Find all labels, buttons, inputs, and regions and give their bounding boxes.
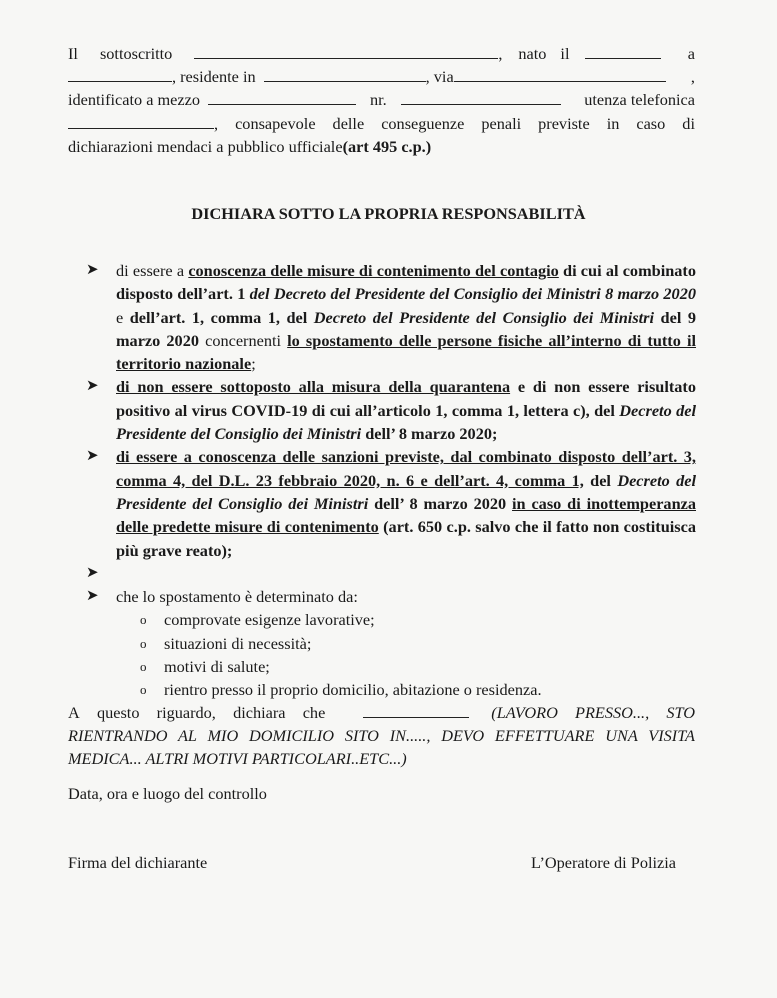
text: PRESSO..., (575, 703, 650, 722)
page-title: DICHIARA SOTTO LA PROPRIA RESPONSABILITÀ (191, 204, 586, 223)
text: di cui al combinato disposto dell’art. 1 (116, 261, 696, 304)
text: identificato a mezzo (68, 90, 200, 110)
list-item (86, 585, 696, 608)
text: e di non essere risultato positivo al virus COVID-19 di cui all’articolo 1, comma 1, lettera c), del (116, 377, 696, 420)
intro-line-5 (68, 135, 695, 158)
legal-reference: (art 495 c.p.) (342, 136, 432, 156)
text: di non essere sottoposto alla misura della quarantena (116, 377, 511, 397)
intro-line-4 (68, 112, 695, 135)
text: , via (425, 67, 454, 87)
text: Decreto del Presidente del Consiglio dei Ministri (116, 400, 696, 444)
reason-label: motivi di salute; (164, 657, 270, 677)
reason-item (86, 632, 696, 655)
text: di (682, 113, 695, 133)
reason-label: rientro presso il proprio domicilio, abitazione o residenza. (164, 680, 542, 700)
text: delle (332, 113, 365, 133)
birth-date-blank[interactable] (585, 43, 661, 59)
text: A (68, 703, 80, 722)
declarant-details (68, 42, 695, 158)
text: (art. 650 c.p. salvo che il fatto non costituisca più grave reato); (116, 517, 697, 560)
text: in caso di inottemperanza delle predette misure di contenimento (116, 493, 696, 537)
text: , residente in (172, 67, 256, 87)
text: (LAVORO (491, 703, 558, 722)
text: nr. (370, 90, 387, 110)
arrow-bullet-icon: ➤ (86, 448, 99, 465)
intro-line-2 (68, 65, 695, 88)
arrow-bullet-icon: ➤ (86, 588, 99, 605)
declarations-list (86, 259, 696, 702)
intro-line-1 (68, 42, 695, 65)
text: in (606, 113, 620, 133)
text: dell’ 8 marzo 2020 (368, 493, 513, 513)
text: , (690, 67, 695, 87)
text: del (583, 470, 618, 490)
declarant-signature-label: Firma del dichiarante (68, 853, 208, 872)
text: e (116, 307, 130, 327)
list-item (86, 445, 696, 561)
text: previste (538, 113, 590, 133)
phone-blank[interactable] (68, 113, 214, 129)
reason-item (86, 678, 696, 701)
reason-label: situazioni di necessità; (164, 633, 312, 653)
reason-item (86, 655, 696, 678)
text: dichiara (233, 703, 286, 722)
name-blank[interactable] (194, 43, 498, 59)
text: di essere a conoscenza delle sanzioni previste, dal combinato disposto dell’art. 3, comma 4, del D.L. 23 febbraio 2020, n. 6 e dell’art. 4, comma 1, (116, 447, 696, 490)
list-item (86, 259, 696, 375)
reason-label: comprovate esigenze lavorative; (164, 610, 375, 630)
id-number-blank[interactable] (401, 89, 561, 105)
residence-blank[interactable] (264, 66, 426, 82)
control-date-label: Data, ora e luogo del controllo (68, 784, 267, 803)
text: riguardo, (156, 703, 216, 722)
circle-bullet-icon: o (140, 635, 147, 651)
arrow-bullet-icon: ➤ (86, 378, 99, 395)
reason-blank[interactable] (363, 702, 469, 718)
text: questo (96, 703, 140, 722)
text: STO (666, 703, 696, 722)
text: dell’art. 1, comma 1, del (129, 307, 314, 327)
circle-bullet-icon: o (140, 682, 147, 698)
text: penali (481, 113, 522, 133)
text: il (560, 44, 570, 63)
arrow-bullet-icon: ➤ (86, 564, 99, 581)
answer-line-3: MEDICA... ALTRI MOTIVI PARTICOLARI..ETC...) (68, 749, 407, 769)
text: lo spostamento delle persone fisiche all’interno di tutto il territorio nazionale (116, 330, 697, 374)
text: conoscenza delle misure di contenimento del contagio (188, 261, 559, 280)
text: ; (251, 354, 256, 374)
birthplace-blank[interactable] (68, 66, 172, 82)
id-document-blank[interactable] (208, 89, 356, 105)
text: dell’ 8 marzo 2020; (361, 424, 498, 444)
text: utenza telefonica (584, 90, 695, 110)
answer-line-1 (68, 701, 695, 724)
text: concernenti (198, 330, 288, 350)
officer-signature-label: L’Operatore di Polizia (531, 853, 676, 872)
text: di essere a (116, 261, 189, 280)
street-blank[interactable] (454, 66, 666, 82)
text: che (302, 703, 326, 722)
reason-statement (68, 701, 695, 771)
text: consapevole (235, 113, 316, 133)
circle-bullet-icon: o (140, 612, 147, 628)
text: caso (636, 113, 666, 133)
text: Decreto del Presidente del Consiglio dei Ministri (116, 470, 696, 513)
answer-line-2: RIENTRANDO AL MIO DOMICILIO SITO IN....., DEVO EFFETTUARE UNA VISITA (68, 726, 695, 746)
text: sottoscritto (99, 44, 173, 63)
circle-bullet-icon: o (140, 659, 147, 675)
text: conseguenze (381, 113, 465, 133)
text: , (214, 113, 219, 133)
reason-item (86, 608, 696, 631)
list-item (86, 375, 696, 445)
text: Decreto del Presidente del Consiglio dei Ministri (313, 307, 655, 327)
text: del 9 marzo 2020 (116, 307, 697, 350)
text: , (498, 44, 503, 63)
text: del Decreto del Presidente del Consiglio dei Ministri 8 marzo 2020 (249, 284, 696, 304)
text: che lo spostamento è determinato da: (116, 587, 358, 607)
intro-line-3 (68, 88, 695, 111)
text: nato (518, 44, 547, 63)
list-item-empty (86, 562, 696, 585)
text: dichiarazioni mendaci a pubblico ufficiale (68, 136, 343, 156)
arrow-bullet-icon: ➤ (86, 262, 99, 278)
text: a (687, 44, 695, 63)
text: Il (68, 44, 78, 63)
